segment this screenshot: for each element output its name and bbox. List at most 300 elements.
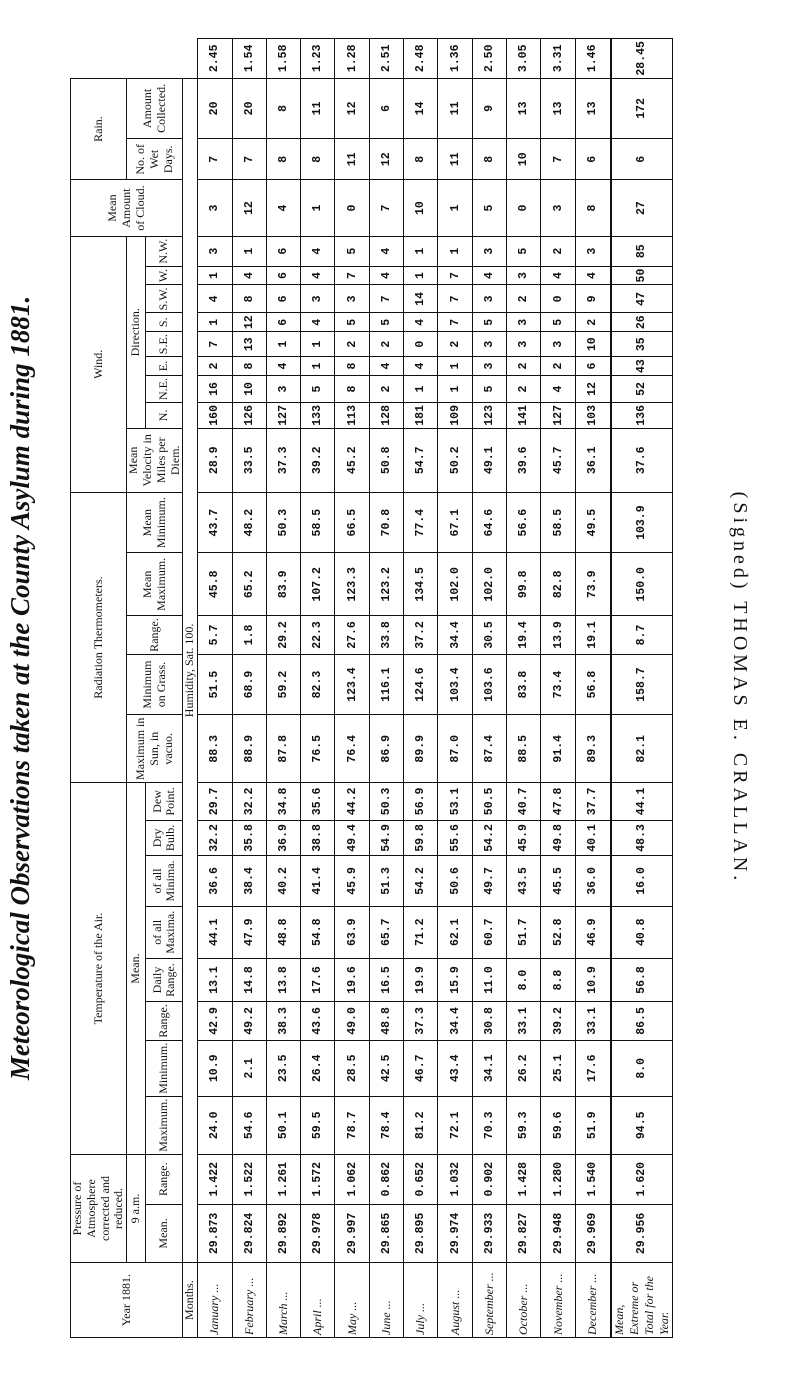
table-cell: 50.6 xyxy=(438,856,472,906)
table-cell: 51.9 xyxy=(575,1096,611,1154)
total-label: Mean, Extreme or Total for the Year. xyxy=(611,1263,673,1338)
table-cell: 3 xyxy=(266,376,300,403)
table-cell: 44.1 xyxy=(198,906,232,958)
total-row xyxy=(611,39,673,1338)
total-cell: 8.7 xyxy=(611,616,673,655)
table-cell: 2 xyxy=(438,332,472,357)
table-cell: 128 xyxy=(369,403,403,429)
observations-table-wrapper xyxy=(70,0,671,1376)
table-cell: 33.5 xyxy=(232,428,266,492)
table-cell: 11 xyxy=(438,139,472,180)
table-cell: 45.9 xyxy=(507,820,541,856)
table-cell: 127 xyxy=(266,403,300,429)
table-cell: 109 xyxy=(438,403,472,429)
table-cell: 62.1 xyxy=(438,906,472,958)
table-cell: 5.7 xyxy=(198,616,232,655)
wet-days-header: No. of Wet Days. xyxy=(127,139,183,180)
pressure-range-header: Range. xyxy=(146,1154,183,1204)
table-cell: 56.9 xyxy=(404,783,438,820)
table-cell: 82.3 xyxy=(301,654,335,714)
table-cell: 5 xyxy=(541,313,575,332)
table-cell: 36.9 xyxy=(266,820,300,856)
of-all-min-header: of all Minima. xyxy=(146,856,183,906)
table-cell: 49.7 xyxy=(472,856,506,906)
table-cell: 30.8 xyxy=(472,1002,506,1041)
maximum-header: Maximum. xyxy=(146,1096,183,1154)
table-cell: 25.1 xyxy=(541,1040,575,1096)
total-cell: 172 xyxy=(611,78,673,139)
table-cell: 8 xyxy=(335,357,369,376)
table-cell: 89.9 xyxy=(404,715,438,783)
table-cell: 7 xyxy=(232,139,266,180)
wind-dir-nw: N.W. xyxy=(146,236,183,266)
table-cell: 43.5 xyxy=(507,856,541,906)
table-cell: 7 xyxy=(369,285,403,313)
table-cell: 1 xyxy=(301,180,335,236)
table-cell: 1 xyxy=(266,332,300,357)
table-cell: 33.1 xyxy=(507,1002,541,1041)
wind-dir-sw: S.W. xyxy=(146,285,183,313)
table-cell: 34.4 xyxy=(438,616,472,655)
table-cell: 88.5 xyxy=(507,715,541,783)
table-cell: 2.48 xyxy=(404,39,438,79)
total-cell: 29.956 xyxy=(611,1204,673,1263)
table-row xyxy=(404,39,438,1338)
table-cell: 103.6 xyxy=(472,654,506,714)
t-range-header: Range. xyxy=(146,1002,183,1041)
table-cell: 10.9 xyxy=(575,958,611,1001)
table-cell: 1 xyxy=(301,332,335,357)
table-cell: 83.8 xyxy=(507,654,541,714)
table-cell: 29.865 xyxy=(369,1204,403,1263)
table-cell: 49.8 xyxy=(541,820,575,856)
table-cell: 1.062 xyxy=(335,1154,369,1204)
radiation-header: Radiation Thermometers. xyxy=(71,492,127,782)
table-cell: 13 xyxy=(507,78,541,139)
table-cell: 45.2 xyxy=(335,428,369,492)
table-cell: 3 xyxy=(472,357,506,376)
table-row xyxy=(335,39,369,1338)
temp-mean-header: Mean. xyxy=(127,783,146,1155)
table-cell: 3 xyxy=(301,285,335,313)
table-cell: 103.4 xyxy=(438,654,472,714)
table-cell: 30.5 xyxy=(472,616,506,655)
total-cell: 50 xyxy=(611,266,673,285)
rain-amount-header: Amount Collected. xyxy=(127,78,183,139)
table-cell: 87.0 xyxy=(438,715,472,783)
table-cell: 2 xyxy=(575,313,611,332)
wind-header: Wind. xyxy=(71,236,127,492)
table-cell: 20 xyxy=(232,78,266,139)
total-cell: 86.5 xyxy=(611,1002,673,1041)
table-row xyxy=(575,39,611,1338)
table-cell: 0.652 xyxy=(404,1154,438,1204)
wind-dir-ne: N.E. xyxy=(146,376,183,403)
table-cell: 1 xyxy=(404,236,438,266)
table-cell: 28.9 xyxy=(198,428,232,492)
table-cell: 29.824 xyxy=(232,1204,266,1263)
table-cell: 87.4 xyxy=(472,715,506,783)
total-cell: 47 xyxy=(611,285,673,313)
table-cell: 8.0 xyxy=(507,958,541,1001)
year-header: Year 1881. xyxy=(71,1263,183,1338)
velocity-header: Mean Velocity in Miles per Diem. xyxy=(127,428,183,492)
page-title: Meteorological Observations taken at the County Asylum during 1881. xyxy=(4,295,35,1081)
table-cell: 33.8 xyxy=(369,616,403,655)
table-cell: 1.032 xyxy=(438,1154,472,1204)
month-label: June ... xyxy=(369,1263,403,1338)
table-cell: 13 xyxy=(575,78,611,139)
table-cell: 15.9 xyxy=(438,958,472,1001)
table-cell: 127 xyxy=(541,403,575,429)
table-cell: 2 xyxy=(369,376,403,403)
table-cell: 4 xyxy=(472,266,506,285)
table-cell: 87.8 xyxy=(266,715,300,783)
table-cell: 63.9 xyxy=(335,906,369,958)
table-cell: 43.7 xyxy=(198,492,232,553)
table-cell: 2 xyxy=(369,332,403,357)
mean-min-header: Mean Minimum. xyxy=(127,492,183,553)
table-cell: 2.45 xyxy=(198,39,232,79)
table-cell: 29.974 xyxy=(438,1204,472,1263)
total-cell: 48.3 xyxy=(611,820,673,856)
wind-dir-w: W. xyxy=(146,266,183,285)
table-cell: 123.2 xyxy=(369,553,403,616)
table-cell: 1.261 xyxy=(266,1154,300,1204)
table-cell: 7 xyxy=(438,313,472,332)
table-cell: 34.1 xyxy=(472,1040,506,1096)
table-cell: 78.7 xyxy=(335,1096,369,1154)
table-cell: 89.3 xyxy=(575,715,611,783)
table-cell: 32.2 xyxy=(232,783,266,820)
table-cell: 4 xyxy=(404,357,438,376)
table-cell: 6 xyxy=(266,236,300,266)
table-cell: 17.6 xyxy=(575,1040,611,1096)
table-cell: 43.6 xyxy=(301,1002,335,1041)
table-cell: 8 xyxy=(335,376,369,403)
table-cell: 7 xyxy=(541,139,575,180)
direction-header: Direction. xyxy=(127,236,146,428)
table-cell: 1.572 xyxy=(301,1154,335,1204)
table-cell: 2 xyxy=(507,357,541,376)
table-cell: 52.8 xyxy=(541,906,575,958)
table-cell: 10.9 xyxy=(198,1040,232,1096)
table-cell: 11 xyxy=(438,78,472,139)
table-cell: 12 xyxy=(335,78,369,139)
nine-am-header: 9 a.m. xyxy=(127,1154,146,1262)
table-cell: 38.3 xyxy=(266,1002,300,1041)
mean-max-header: Mean Maximum. xyxy=(127,553,183,616)
total-cell: 1.620 xyxy=(611,1154,673,1204)
table-cell: 35.6 xyxy=(301,783,335,820)
table-cell: 60.7 xyxy=(472,906,506,958)
table-cell: 9 xyxy=(575,285,611,313)
total-cell: 8.0 xyxy=(611,1040,673,1096)
table-cell: 51.3 xyxy=(369,856,403,906)
table-cell: 65.2 xyxy=(232,553,266,616)
table-cell: 6 xyxy=(266,266,300,285)
total-cell: 28.45 xyxy=(611,39,673,79)
table-cell: 39.2 xyxy=(301,428,335,492)
table-cell: 49.1 xyxy=(472,428,506,492)
table-cell: 5 xyxy=(472,180,506,236)
table-cell: 5 xyxy=(301,376,335,403)
table-cell: 3 xyxy=(575,236,611,266)
table-cell: 73.4 xyxy=(541,654,575,714)
table-cell: 13.8 xyxy=(266,958,300,1001)
table-cell: 45.7 xyxy=(541,428,575,492)
table-cell: 66.5 xyxy=(335,492,369,553)
table-cell: 49.0 xyxy=(335,1002,369,1041)
table-cell: 107.2 xyxy=(301,553,335,616)
table-cell: 2 xyxy=(541,236,575,266)
table-cell: 4 xyxy=(369,236,403,266)
table-cell: 44.2 xyxy=(335,783,369,820)
table-cell: 50.8 xyxy=(369,428,403,492)
minimum-header: Minimum. xyxy=(146,1040,183,1096)
table-cell: 4 xyxy=(404,313,438,332)
table-cell: 68.9 xyxy=(232,654,266,714)
table-cell: 1 xyxy=(232,236,266,266)
total-cell: 16.0 xyxy=(611,856,673,906)
table-cell: 56.8 xyxy=(575,654,611,714)
table-cell: 1 xyxy=(404,266,438,285)
table-cell: 83.9 xyxy=(266,553,300,616)
table-cell: 3 xyxy=(507,332,541,357)
table-cell: 8.8 xyxy=(541,958,575,1001)
table-cell: 36.0 xyxy=(575,856,611,906)
month-label: January ... xyxy=(198,1263,232,1338)
table-cell: 32.2 xyxy=(198,820,232,856)
table-cell: 45.8 xyxy=(198,553,232,616)
table-cell: 56.6 xyxy=(507,492,541,553)
table-cell: 2 xyxy=(507,285,541,313)
table-cell: 4 xyxy=(266,180,300,236)
table-cell: 7 xyxy=(198,139,232,180)
table-cell: 8 xyxy=(232,357,266,376)
table-cell: 4 xyxy=(541,376,575,403)
table-cell: 50.3 xyxy=(266,492,300,553)
table-cell: 1.36 xyxy=(438,39,472,79)
table-body xyxy=(198,39,673,1338)
table-cell: 86.9 xyxy=(369,715,403,783)
table-cell: 24.0 xyxy=(198,1096,232,1154)
table-cell: 39.2 xyxy=(541,1002,575,1041)
table-cell: 78.4 xyxy=(369,1096,403,1154)
table-cell: 37.2 xyxy=(404,616,438,655)
table-cell: 47.8 xyxy=(541,783,575,820)
table-cell: 3 xyxy=(198,236,232,266)
table-cell: 70.3 xyxy=(472,1096,506,1154)
table-cell: 0 xyxy=(335,180,369,236)
table-cell: 81.2 xyxy=(404,1096,438,1154)
table-cell: 45.5 xyxy=(541,856,575,906)
table-cell: 1.54 xyxy=(232,39,266,79)
table-cell: 5 xyxy=(335,313,369,332)
table-cell: 29.827 xyxy=(507,1204,541,1263)
table-cell: 28.5 xyxy=(335,1040,369,1096)
table-cell: 58.5 xyxy=(301,492,335,553)
table-cell: 1 xyxy=(438,236,472,266)
table-cell: 3 xyxy=(472,332,506,357)
table-cell: 126 xyxy=(232,403,266,429)
table-cell: 10 xyxy=(575,332,611,357)
dry-bulb-header: Dry Bulb. xyxy=(146,820,183,856)
min-grass-header: Minimum on Grass. xyxy=(127,654,183,714)
table-cell: 2.50 xyxy=(472,39,506,79)
pressure-mean-header: Mean. xyxy=(146,1204,183,1263)
table-cell: 5 xyxy=(472,313,506,332)
table-cell: 16.5 xyxy=(369,958,403,1001)
range-r-header: Range. xyxy=(127,616,183,655)
table-cell: 160 xyxy=(198,403,232,429)
months-header: Months. xyxy=(183,1263,198,1338)
table-cell: 42.9 xyxy=(198,1002,232,1041)
table-cell: 46.9 xyxy=(575,906,611,958)
table-cell: 141 xyxy=(507,403,541,429)
table-cell: 124.6 xyxy=(404,654,438,714)
table-cell: 8 xyxy=(266,139,300,180)
table-cell: 8 xyxy=(301,139,335,180)
table-cell: 50.1 xyxy=(266,1096,300,1154)
table-cell: 0.862 xyxy=(369,1154,403,1204)
table-cell: 34.8 xyxy=(266,783,300,820)
wind-dir-s: S. xyxy=(146,313,183,332)
table-cell: 54.8 xyxy=(301,906,335,958)
table-cell: 123.4 xyxy=(335,654,369,714)
table-cell: 82.8 xyxy=(541,553,575,616)
table-cell: 65.7 xyxy=(369,906,403,958)
table-cell: 102.0 xyxy=(472,553,506,616)
table-cell: 59.6 xyxy=(541,1096,575,1154)
total-cell: 43 xyxy=(611,357,673,376)
total-cell: 103.9 xyxy=(611,492,673,553)
table-cell: 116.1 xyxy=(369,654,403,714)
month-label: March ... xyxy=(266,1263,300,1338)
table-cell: 12 xyxy=(232,180,266,236)
observations-table xyxy=(70,38,673,1338)
table-cell: 113 xyxy=(335,403,369,429)
table-cell: 1 xyxy=(301,357,335,376)
table-row xyxy=(266,39,300,1338)
table-cell: 73.9 xyxy=(575,553,611,616)
table-cell: 14 xyxy=(404,285,438,313)
table-cell: 1.280 xyxy=(541,1154,575,1204)
table-cell: 16 xyxy=(198,376,232,403)
table-cell: 3 xyxy=(507,266,541,285)
table-cell: 3 xyxy=(541,180,575,236)
temperature-header: Temperature of the Air. xyxy=(71,783,127,1155)
table-cell: 67.1 xyxy=(438,492,472,553)
table-cell: 54.6 xyxy=(232,1096,266,1154)
table-cell: 59.3 xyxy=(507,1096,541,1154)
total-cell: 44.1 xyxy=(611,783,673,820)
table-cell: 6 xyxy=(266,313,300,332)
table-cell: 12 xyxy=(575,376,611,403)
table-cell: 91.4 xyxy=(541,715,575,783)
wind-dir-n: N. xyxy=(146,403,183,429)
signature: (Signed) THOMAS E. CRALLAN. xyxy=(729,491,752,885)
table-cell: 23.5 xyxy=(266,1040,300,1096)
table-cell: 77.4 xyxy=(404,492,438,553)
total-cell: 82.1 xyxy=(611,715,673,783)
table-cell: 71.2 xyxy=(404,906,438,958)
total-cell: 56.8 xyxy=(611,958,673,1001)
month-label: May ... xyxy=(335,1263,369,1338)
table-cell: 8 xyxy=(575,180,611,236)
table-cell: 1 xyxy=(438,180,472,236)
table-cell: 13 xyxy=(232,332,266,357)
month-label: July ... xyxy=(404,1263,438,1338)
table-cell: 40.7 xyxy=(507,783,541,820)
of-all-max-header: of all Maxima. xyxy=(146,906,183,958)
total-cell: 37.6 xyxy=(611,428,673,492)
total-cell: 27 xyxy=(611,180,673,236)
table-cell: 13.9 xyxy=(541,616,575,655)
table-cell: 1.422 xyxy=(198,1154,232,1204)
table-cell: 59.5 xyxy=(301,1096,335,1154)
table-cell: 40.2 xyxy=(266,856,300,906)
table-cell: 50.5 xyxy=(472,783,506,820)
table-cell: 1.428 xyxy=(507,1154,541,1204)
table-cell: 11 xyxy=(301,78,335,139)
wind-dir-se: S.E. xyxy=(146,332,183,357)
month-label: December ... xyxy=(575,1263,611,1338)
table-cell: 4 xyxy=(198,285,232,313)
table-cell: 6 xyxy=(266,285,300,313)
table-cell: 2.51 xyxy=(369,39,403,79)
table-cell: 3 xyxy=(198,180,232,236)
table-cell: 48.8 xyxy=(266,906,300,958)
table-cell: 76.5 xyxy=(301,715,335,783)
table-cell: 0 xyxy=(541,285,575,313)
table-cell: 4 xyxy=(369,266,403,285)
month-label: October ... xyxy=(507,1263,541,1338)
table-cell: 1.46 xyxy=(575,39,611,79)
table-cell: 29.873 xyxy=(198,1204,232,1263)
table-row xyxy=(232,39,266,1338)
table-cell: 36.1 xyxy=(575,428,611,492)
table-cell: 49.4 xyxy=(335,820,369,856)
table-cell: 1.540 xyxy=(575,1154,611,1204)
table-cell: 55.6 xyxy=(438,820,472,856)
table-cell: 133 xyxy=(301,403,335,429)
table-cell: 4 xyxy=(575,266,611,285)
month-label: February ... xyxy=(232,1263,266,1338)
table-cell: 4 xyxy=(301,313,335,332)
table-cell: 54.7 xyxy=(404,428,438,492)
pressure-header: Pressure of Atmosphere corrected and reduced. xyxy=(71,1154,127,1262)
table-cell: 3.31 xyxy=(541,39,575,79)
table-cell: 29.2 xyxy=(266,616,300,655)
table-cell: 3 xyxy=(472,285,506,313)
table-row xyxy=(541,39,575,1338)
table-cell: 58.5 xyxy=(541,492,575,553)
table-cell: 4 xyxy=(369,357,403,376)
table-cell: 70.8 xyxy=(369,492,403,553)
table-cell: 27.6 xyxy=(335,616,369,655)
max-sun-header: Maximum in Sun, in vacuo. xyxy=(127,715,183,783)
table-cell: 43.4 xyxy=(438,1040,472,1096)
table-cell: 26.4 xyxy=(301,1040,335,1096)
table-cell: 50.3 xyxy=(369,783,403,820)
table-cell: 5 xyxy=(369,313,403,332)
table-cell: 51.5 xyxy=(198,654,232,714)
table-cell: 8 xyxy=(472,139,506,180)
table-cell: 7 xyxy=(369,180,403,236)
total-cell: 6 xyxy=(611,139,673,180)
table-cell: 8 xyxy=(266,78,300,139)
